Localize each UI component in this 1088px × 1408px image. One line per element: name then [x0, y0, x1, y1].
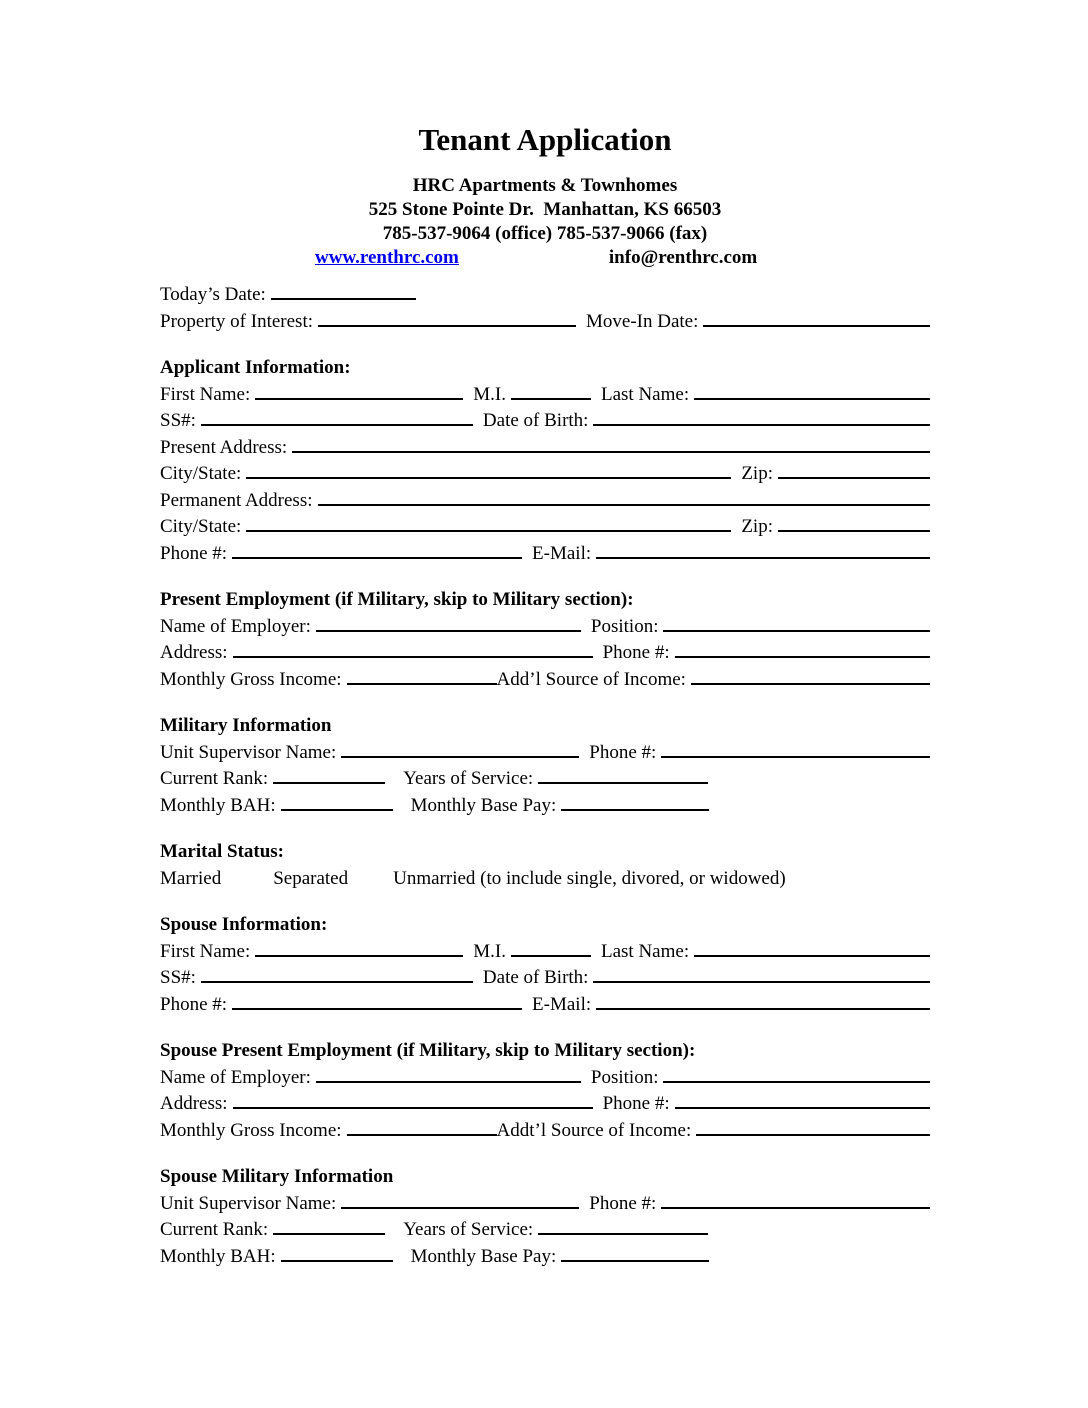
- addl-income-label: Add’l Source of Income:: [496, 668, 686, 690]
- row-employer-address: [160, 640, 930, 667]
- spouse-base-pay-label: Monthly Base Pay:: [410, 1245, 557, 1267]
- applicant-permanent-zip-field[interactable]: [778, 530, 930, 532]
- work-phone-label: Phone #:: [602, 642, 670, 663]
- company-address: 525 Stone Pointe Dr. Manhattan, KS 66503: [368, 199, 722, 220]
- spouse-address-label: Address:: [160, 1093, 228, 1114]
- spouse-monthly-bah-field[interactable]: [281, 1260, 393, 1262]
- employer-address-field[interactable]: [233, 656, 593, 658]
- spouse-employment-heading: [160, 1038, 930, 1065]
- row-income: [160, 667, 930, 694]
- email-address: info@renthrc.com: [608, 247, 758, 268]
- city-state-label: City/State:: [160, 463, 242, 484]
- property-field[interactable]: [318, 325, 576, 327]
- move-in-field[interactable]: [703, 325, 930, 327]
- years-service-field[interactable]: [538, 782, 708, 784]
- spouse-military-heading: [160, 1164, 930, 1191]
- section-applicant: [160, 355, 930, 567]
- spouse-years-service-label: Years of Service:: [403, 1219, 534, 1240]
- city-state-label-2: City/State:: [160, 516, 242, 537]
- row-spouse-employer-address: [160, 1091, 930, 1118]
- spouse-current-rank-label: Current Rank:: [160, 1219, 269, 1240]
- marital-option-separated[interactable]: Separated: [273, 867, 349, 889]
- spouse-dob-label: Date of Birth:: [482, 967, 589, 988]
- spouse-work-phone-label: Phone #:: [602, 1093, 670, 1114]
- spouse-mi-field[interactable]: [511, 955, 591, 957]
- phone-label: Phone #:: [160, 542, 228, 564]
- section-military: [160, 713, 930, 819]
- row-present-address: [160, 435, 930, 462]
- years-service-label: Years of Service:: [403, 768, 534, 789]
- spouse-ss-field[interactable]: [201, 981, 473, 983]
- spouse-first-name-label: First Name:: [160, 940, 251, 962]
- employer-label: Name of Employer:: [160, 615, 311, 637]
- military-heading-text: Military Information: [160, 715, 332, 736]
- military-phone-label: Phone #:: [589, 741, 657, 763]
- form-body: [160, 282, 930, 1270]
- row-todays-date: [160, 282, 930, 309]
- ss-label: SS#:: [160, 410, 196, 431]
- section-spouse-employment: [160, 1038, 930, 1144]
- military-heading: [160, 713, 930, 740]
- spouse-military-phone-label: Phone #:: [589, 1192, 657, 1214]
- mi-label: M.I.: [473, 383, 506, 405]
- website-link[interactable]: www.renthrc.com: [315, 247, 459, 268]
- letterhead: [160, 174, 930, 270]
- spouse-ss-label: SS#:: [160, 967, 196, 988]
- company-name: HRC Apartments & Townhomes: [412, 175, 678, 196]
- spouse-supervisor-name-field[interactable]: [341, 1207, 579, 1209]
- employment-heading: [160, 587, 930, 614]
- base-pay-field[interactable]: [561, 809, 709, 811]
- gross-income-label: Monthly Gross Income:: [160, 668, 342, 690]
- spouse-addtl-income-field[interactable]: [696, 1134, 930, 1136]
- marital-heading: [160, 839, 930, 866]
- spouse-monthly-bah-label: Monthly BAH:: [160, 1245, 276, 1267]
- row-property: [160, 309, 930, 336]
- spouse-dob-field[interactable]: [593, 981, 930, 983]
- applicant-email-field[interactable]: [596, 557, 930, 559]
- monthly-bah-field[interactable]: [281, 809, 393, 811]
- applicant-heading-text: Applicant Information:: [160, 357, 351, 378]
- last-name-label: Last Name:: [600, 383, 690, 405]
- current-rank-field[interactable]: [273, 782, 385, 784]
- applicant-heading: [160, 355, 930, 382]
- applicant-present-city-field[interactable]: [246, 477, 731, 479]
- spouse-employer-address-field[interactable]: [233, 1107, 593, 1109]
- marital-option-unmarried[interactable]: Unmarried (to include single, divored, or widowed): [393, 867, 786, 889]
- applicant-present-zip-field[interactable]: [778, 477, 930, 479]
- row-spouse-phone: [160, 992, 930, 1019]
- base-pay-label: Monthly Base Pay:: [410, 794, 557, 816]
- row-spouse-rank: [160, 1217, 930, 1244]
- row-applicant-ss: [160, 408, 930, 435]
- current-rank-label: Current Rank:: [160, 768, 269, 789]
- present-address-label: Present Address:: [160, 436, 288, 458]
- employment-heading-text: Present Employment (if Military, skip to Military section):: [160, 589, 634, 610]
- spouse-base-pay-field[interactable]: [561, 1260, 709, 1262]
- spouse-mi-label: M.I.: [473, 940, 506, 962]
- property-label: Property of Interest:: [160, 310, 314, 332]
- work-phone-field[interactable]: [675, 656, 930, 658]
- section-spouse-military: [160, 1164, 930, 1270]
- applicant-last-name-field[interactable]: [694, 398, 930, 400]
- row-applicant-name: [160, 382, 930, 409]
- unit-supervisor-label: Unit Supervisor Name:: [160, 741, 337, 763]
- zip-label: Zip:: [741, 463, 773, 484]
- position-field[interactable]: [663, 630, 930, 632]
- supervisor-name-field[interactable]: [341, 756, 579, 758]
- spouse-first-name-field[interactable]: [255, 955, 463, 957]
- applicant-ss-field[interactable]: [201, 424, 473, 426]
- permanent-address-label: Permanent Address:: [160, 489, 313, 511]
- spouse-employer-field[interactable]: [316, 1081, 581, 1083]
- dob-label: Date of Birth:: [482, 410, 589, 431]
- spouse-heading: [160, 912, 930, 939]
- row-bah: [160, 793, 930, 820]
- position-label: Position:: [590, 615, 659, 637]
- applicant-permanent-address-field[interactable]: [318, 504, 930, 506]
- address-label: Address:: [160, 642, 228, 663]
- move-in-label: Move-In Date:: [586, 310, 699, 332]
- spouse-position-field[interactable]: [663, 1081, 930, 1083]
- row-spouse-ss: [160, 965, 930, 992]
- spouse-gross-income-field[interactable]: [347, 1134, 497, 1136]
- military-phone-field[interactable]: [661, 756, 930, 758]
- spouse-position-label: Position:: [590, 1066, 659, 1088]
- spouse-addtl-income-label: Addt’l Source of Income:: [496, 1119, 692, 1141]
- spouse-gross-income-label: Monthly Gross Income:: [160, 1119, 342, 1141]
- spouse-phone-label: Phone #:: [160, 993, 228, 1015]
- todays-date-label: Today’s Date:: [160, 284, 266, 305]
- row-permanent-city: [160, 514, 930, 541]
- applicant-first-name-field[interactable]: [255, 398, 463, 400]
- page-title: Tenant Application: [418, 122, 672, 157]
- spouse-current-rank-field[interactable]: [273, 1233, 385, 1235]
- addl-income-field[interactable]: [691, 683, 930, 685]
- row-spouse-bah: [160, 1244, 930, 1271]
- spouse-employer-label: Name of Employer:: [160, 1066, 311, 1088]
- spouse-employment-heading-text: Spouse Present Employment (if Military, skip to Military section):: [160, 1040, 696, 1061]
- spouse-last-name-field[interactable]: [694, 955, 930, 957]
- row-permanent-address: [160, 488, 930, 515]
- applicant-permanent-city-field[interactable]: [246, 530, 731, 532]
- row-applicant-phone: [160, 541, 930, 568]
- zip-label-2: Zip:: [741, 516, 773, 537]
- spouse-years-service-field[interactable]: [538, 1233, 708, 1235]
- section-employment: [160, 587, 930, 693]
- employer-field[interactable]: [316, 630, 581, 632]
- row-spouse-name: [160, 939, 930, 966]
- first-name-label: First Name:: [160, 383, 251, 405]
- row-spouse-supervisor: [160, 1191, 930, 1218]
- applicant-phone-field[interactable]: [232, 557, 522, 559]
- spouse-email-field[interactable]: [596, 1008, 930, 1010]
- section-spouse: [160, 912, 930, 1018]
- spouse-email-label: E-Mail:: [532, 993, 592, 1015]
- spouse-heading-text: Spouse Information:: [160, 914, 328, 935]
- row-marital-options: [160, 866, 930, 893]
- spouse-phone-field[interactable]: [232, 1008, 522, 1010]
- marital-heading-text: Marital Status:: [160, 841, 285, 862]
- email-label: E-Mail:: [532, 542, 592, 564]
- section-marital: [160, 839, 930, 892]
- company-phones: 785-537-9064 (office) 785-537-9066 (fax): [382, 223, 708, 244]
- monthly-bah-label: Monthly BAH:: [160, 794, 276, 816]
- row-employer: [160, 614, 930, 641]
- row-spouse-income: [160, 1118, 930, 1145]
- row-spouse-employer: [160, 1065, 930, 1092]
- applicant-mi-field[interactable]: [511, 398, 591, 400]
- row-rank: [160, 766, 930, 793]
- gross-income-field[interactable]: [347, 683, 497, 685]
- applicant-present-address-field[interactable]: [292, 451, 930, 453]
- spouse-last-name-label: Last Name:: [600, 940, 690, 962]
- row-supervisor: [160, 740, 930, 767]
- spouse-military-heading-text: Spouse Military Information: [160, 1166, 394, 1187]
- spouse-work-phone-field[interactable]: [675, 1107, 930, 1109]
- spouse-unit-supervisor-label: Unit Supervisor Name:: [160, 1192, 337, 1214]
- contact-row: [160, 246, 930, 270]
- row-present-city: [160, 461, 930, 488]
- todays-date-field[interactable]: [271, 298, 416, 300]
- spouse-military-phone-field[interactable]: [661, 1207, 930, 1209]
- applicant-dob-field[interactable]: [593, 424, 930, 426]
- marital-option-married[interactable]: Married: [160, 867, 222, 889]
